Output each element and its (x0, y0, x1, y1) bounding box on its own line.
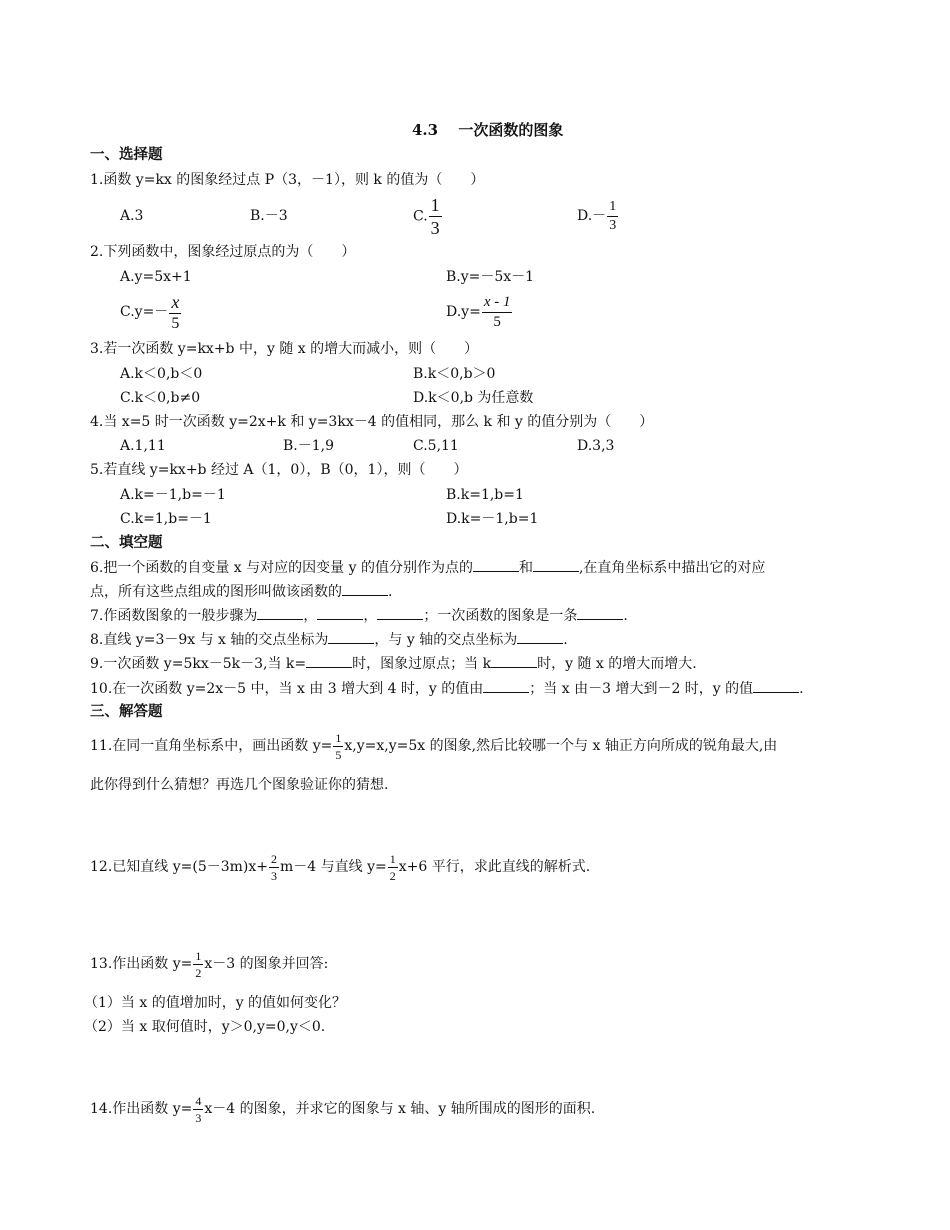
question-6-line-1: 6.把一个函数的自变量 x 与对应的因变量 y 的值分别作为点的 和 ,在直角坐标系中描出它的对应 (90, 560, 766, 576)
q2-option-d: D.y= $\frac{x - 1}{5}$ (446, 293, 511, 330)
question-14: 14.作出函数 y= $\frac{4}{3}$ x－4 的图象，并求它的图象与 x 轴、y 轴所围成的图形的面积. (90, 1093, 596, 1125)
question-4-stem: 4.当 x=5 时一次函数 y=2x+k 和 y=3kx－4 的值相同，那么 k 和 y 的值分别为（ ） (90, 414, 654, 430)
answer-blank (306, 654, 352, 668)
question-13-part-2: （2）当 x 取何值时，y＞0,y=0,y＜0. (84, 1019, 326, 1035)
fraction: $\frac{x - 1}{5}$ (483, 293, 511, 330)
question-7: 7.作函数图象的一般步骤为 ， ， ；一次函数的图象是一条 . (90, 608, 628, 624)
fraction: $\frac{4}{3}$ (195, 1093, 202, 1125)
question-3-stem: 3.若一次函数 y=kx+b 中，y 随 x 的增大而减小，则（ ） (90, 341, 479, 357)
q5-option-b: B.k=1,b=1 (446, 487, 524, 503)
q5-option-d: D.k=－1,b=1 (446, 511, 539, 527)
answer-blank (483, 679, 529, 693)
answer-blank (577, 606, 623, 620)
q5-option-a: A.k=－1,b=－1 (120, 487, 226, 503)
q5-option-c: C.k=1,b=－1 (120, 511, 212, 527)
q1-option-b: B.－3 (250, 208, 288, 224)
q1-option-d: D.－ $\frac{1}{3}$ (577, 198, 617, 233)
fraction: $\frac{1}{3}$ (609, 198, 617, 233)
q2-option-c: C.y=－ $\frac{x}{5}$ (120, 291, 180, 332)
question-9: 9.一次函数 y=5kx－5k－3,当 k= 时，图象过原点；当 k 时，y 随 x 的增大而增大. (90, 656, 697, 672)
question-2-stem: 2.下列函数中，图象经过原点的为（ ） (90, 244, 356, 260)
answer-blank (753, 679, 799, 693)
answer-blank (517, 630, 563, 644)
fraction: $\frac{x}{5}$ (171, 291, 180, 332)
question-11-line-1: 11.在同一直角坐标系中，画出函数 y= $\frac{1}{5}$ x,y=x,y=5x 的图象,然后比较哪一个与 x 轴正方向所成的锐角最大,由 (90, 730, 778, 762)
q2-option-b: B.y=－5x－1 (446, 269, 535, 285)
question-12: 12.已知直线 y=(5－3m)x+ $\frac{2}{3}$ m－4 与直线 y= $\frac{1}{2}$ x+6 平行，求此直线的解析式. (90, 851, 591, 883)
question-5-stem: 5.若直线 y=kx+b 经过 A（1，0），B（0，1），则（ ） (90, 462, 468, 478)
question-8: 8.直线 y=3－9x 与 x 轴的交点坐标为 ，与 y 轴的交点坐标为 . (90, 632, 568, 648)
section-heading-fill: 二、填空题 (90, 534, 163, 551)
fraction: $\frac{1}{5}$ (335, 730, 342, 762)
answer-blank (328, 630, 374, 644)
answer-blank (342, 582, 388, 596)
answer-blank (317, 606, 363, 620)
section-heading-answer: 三、解答题 (90, 703, 163, 720)
fraction: $\frac{1}{2}$ (389, 851, 396, 883)
q4-option-c: C.5,11 (413, 438, 459, 454)
question-13: 13.作出函数 y= $\frac{1}{2}$ x－3 的图象并回答: (90, 948, 329, 980)
answer-blank (377, 606, 423, 620)
q3-option-c: C.k＜0,b≠0 (120, 390, 201, 406)
q1-option-c: C. $\frac{1}{3}$ (413, 195, 440, 238)
q3-option-a: A.k＜0,b＜0 (120, 366, 203, 382)
answer-blank (257, 606, 303, 620)
q3-option-d: D.k＜0,b 为任意数 (413, 390, 534, 406)
fraction: $\frac{2}{3}$ (271, 851, 277, 883)
answer-blank (473, 558, 519, 572)
question-10: 10.在一次函数 y=2x－5 中，当 x 由 3 增大到 4 时，y 的值由 ；当 x 由－3 增大到－2 时，y 的值 . (90, 681, 804, 697)
q1-option-a: A.3 (120, 208, 144, 224)
fraction: $\frac{1}{3}$ (430, 195, 440, 238)
q2-option-a: A.y=5x+1 (120, 269, 192, 285)
answer-blank (491, 654, 537, 668)
question-11-line-2: 此你得到什么猜想？再选几个图象验证你的猜想. (90, 777, 389, 793)
question-6-line-2: 点，所有这些点组成的图形叫做该函数的 . (90, 584, 393, 600)
fraction: $\frac{1}{2}$ (195, 948, 202, 980)
q4-option-a: A.1,11 (120, 438, 166, 454)
q4-option-d: D.3,3 (577, 438, 615, 454)
q3-option-b: B.k＜0,b＞0 (413, 366, 496, 382)
question-13-part-1: （1）当 x 的值增加时，y 的值如何变化？ (84, 995, 347, 1011)
question-1-stem: 1.函数 y=kx 的图象经过点 P（3，－1），则 k 的值为（ ） (90, 172, 485, 188)
page-title: 4.3 一次函数的图象 (412, 121, 564, 139)
answer-blank (533, 558, 579, 572)
q4-option-b: B.－1,9 (283, 438, 335, 454)
section-heading-choice: 一、选择题 (90, 146, 163, 163)
